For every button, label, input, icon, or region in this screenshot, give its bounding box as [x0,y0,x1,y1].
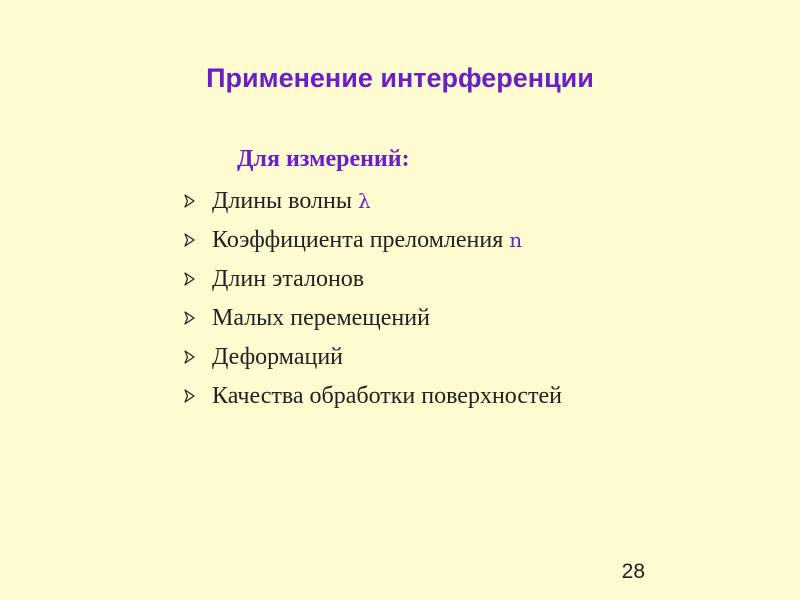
arrow-right-outline-icon [182,350,196,364]
arrow-right-outline-icon [182,389,196,403]
list-item-label: Коэффициента преломления [212,227,504,253]
arrow-right-outline-icon [182,233,196,247]
arrow-right-outline-icon [182,272,196,286]
list-item-text [212,222,522,258]
refraction-index-symbol: n [509,228,523,252]
lambda-symbol: λ [357,189,371,213]
list-item-text [212,183,371,219]
list-item-text: Деформаций [212,344,344,370]
arrow-right-outline-icon [182,311,196,325]
arrow-right-outline-icon [182,194,196,208]
page-number: 28 [621,560,645,583]
list-item-text: Малых перемещений [212,305,430,331]
list-item-text: Длин эталонов [212,266,365,292]
list-item-label: Длины волны [212,188,352,214]
list-item-text: Качества обработки поверхностей [212,383,563,409]
slide-subtitle: Для измерений: [237,146,410,172]
slide-title: Применение интерференции [206,63,594,93]
